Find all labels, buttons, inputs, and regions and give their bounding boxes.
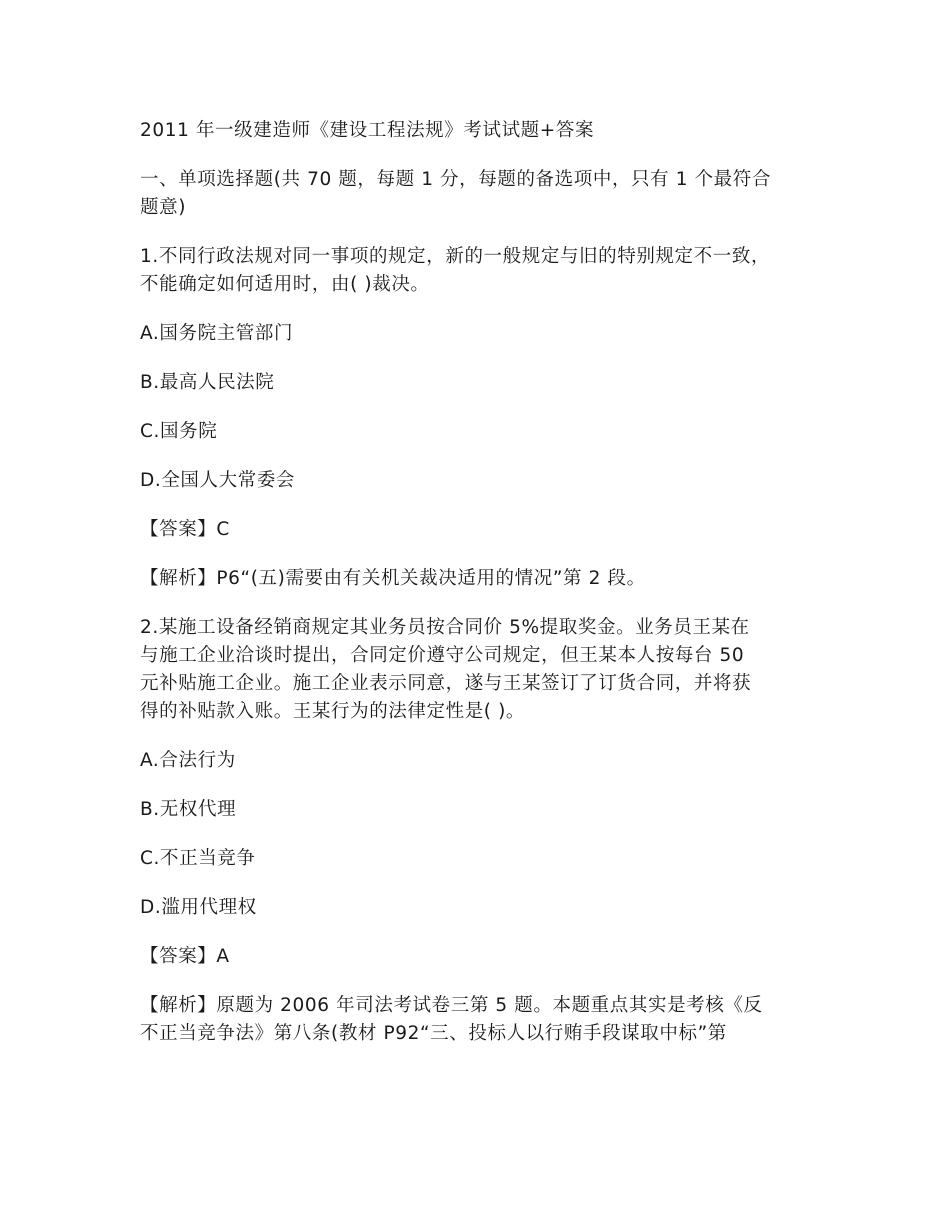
question-2-option-a: A.合法行为 [140, 750, 236, 771]
question-1-answer: 【答案】C [140, 519, 230, 540]
section-heading [140, 166, 840, 222]
question-stem-line: 元补贴施工企业。施工企业表示同意，遂与王某签订了订货合同，并将获 [140, 673, 752, 694]
analysis-line: 不正当竞争法》第八条(教材 P92“三、投标人以行贿手段谋取中标”第 [140, 1023, 727, 1044]
question-1-option-d: D.全国人大常委会 [140, 470, 296, 491]
question-1-option-a: A.国务院主管部门 [140, 323, 294, 344]
document-title: 2011 年一级建造师《建设工程法规》考试试题+答案 [140, 120, 595, 141]
section-heading-line: 题意) [140, 197, 187, 218]
question-2-option-d: D.滥用代理权 [140, 897, 257, 918]
question-stem-line: 与施工企业洽谈时提出，合同定价遵守公司规定，但王某本人按每台 50 [140, 645, 745, 666]
question-stem-line: 1.不同行政法规对同一事项的规定，新的一般规定与旧的特别规定不一致， [140, 246, 771, 267]
question-stem-line: 得的补贴款入账。王某行为的法律定性是( )。 [140, 701, 526, 722]
question-2-option-c: C.不正当竞争 [140, 848, 256, 869]
section-heading-line: 一、单项选择题(共 70 题，每题 1 分，每题的备选项中，只有 1 个最符合 [140, 169, 771, 190]
question-2-analysis [140, 992, 840, 1048]
question-stem-line: 2.某施工设备经销商规定其业务员按合同价 5%提取奖金。业务员王某在 [140, 617, 750, 638]
document-page [140, 117, 840, 1048]
question-2-option-b: B.无权代理 [140, 799, 237, 820]
question-1-stem [140, 243, 840, 299]
question-1-option-b: B.最高人民法院 [140, 372, 275, 393]
question-1-analysis: 【解析】P6“(五)需要由有关机关裁决适用的情况”第 2 段。 [140, 568, 646, 589]
question-2-stem [140, 614, 840, 726]
question-stem-line: 不能确定如何适用时，由( )裁决。 [140, 274, 430, 295]
analysis-line: 【解析】原题为 2006 年司法考试卷三第 5 题。本题重点其实是考核《反 [140, 995, 763, 1016]
question-1-option-c: C.国务院 [140, 421, 218, 442]
question-2-answer: 【答案】A [140, 946, 230, 967]
